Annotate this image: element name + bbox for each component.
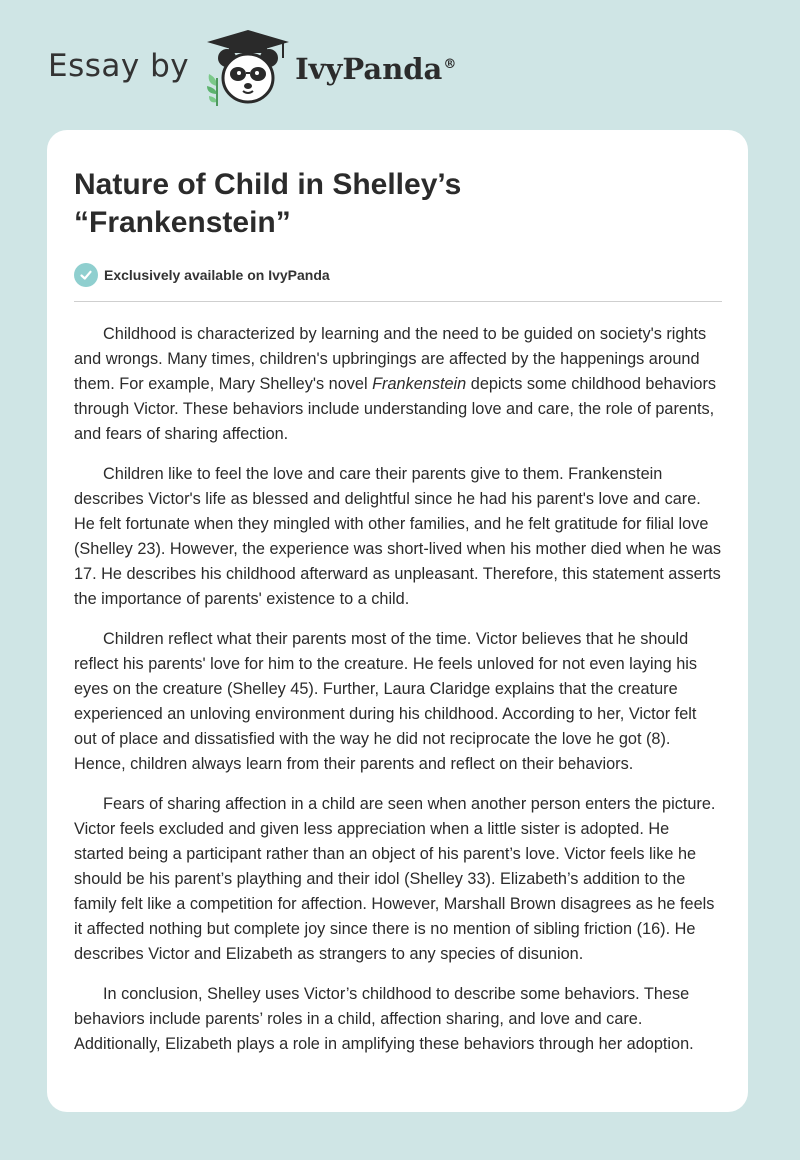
panda-graduate-icon <box>203 28 293 108</box>
paragraph-text: depicts some childhood behaviors through Victor. These behaviors include understanding love and care, the role of parents, and fears of sharing affection. <box>74 375 717 443</box>
brand-name: IvyPanda® <box>295 52 457 86</box>
essay-paragraph <box>74 322 722 447</box>
check-icon <box>74 263 98 287</box>
paragraph-text: Fears of sharing affection in a child are seen when another person enters the picture. Victor feels excluded and given less appreciation when a little sister is adopted. He started being a participant rather than an object of his parent’s love. Victor feels like he should be his parent’s plaything and their idol (Shelley 33). Elizabeth’s addition to the family felt like a competition for affection. However, Marshall Brown disagrees as he feels it affected nothing but complete joy since there is no mention of sibling friction (16). He describes Victor and Elizabeth as strangers to any species of disunion. <box>74 795 716 963</box>
divider <box>74 301 722 302</box>
essay-paragraph <box>74 627 722 777</box>
essay-body <box>74 322 722 1057</box>
essay-card <box>47 130 748 1112</box>
exclusive-badge <box>74 262 722 288</box>
essay-paragraph <box>74 792 722 967</box>
paragraph-text: Childhood is characterized by learning and the need to be guided on society's rights and wrongs. Many times, children's upbringings are affected by the happenings around them. For example, Mary Shelley's novel <box>74 325 707 393</box>
essay-by-label: Essay by <box>48 48 190 84</box>
paragraph-text: Children reflect what their parents most of the time. Victor believes that he should reflect his parents' love for him to the creature. He feels unloved for not even laying his eyes on the creature (Shelley 45). Further, Laura Claridge explains that the creature experienced an unloving environment during his childhood. According to her, Victor felt out of place and dissatisfied with the way he did not reciprocate the love he got (8). Hence, children always learn from their parents and reflect on their behaviors. <box>74 630 698 773</box>
trademark-symbol: ® <box>443 57 457 73</box>
essay-paragraph <box>74 982 722 1057</box>
badge-text: Exclusively available on IvyPanda <box>104 267 330 283</box>
book-title-italic: Frankenstein <box>372 375 467 393</box>
essay-title: Nature of Child in Shelley’s “Frankenstein” <box>74 168 462 239</box>
site-header <box>48 28 456 108</box>
paragraph-text: In conclusion, Shelley uses Victor’s childhood to describe some behaviors. These behaviors include parents’ roles in a child, affection sharing, and love and care. Additionally, Elizabeth plays a role in amplifying these behaviors through her adoption. <box>74 985 694 1053</box>
paragraph-text: Children like to feel the love and care their parents give to them. Frankenstein describes Victor's life as blessed and delightful since he had his parent's love and care. He felt fortunate when they mingled with other families, and he felt gratitude for filial love (Shelley 23). However, the experience was short-lived when his mother died when he was 17. He describes his childhood afterward as unpleasant. Therefore, this statement asserts the importance of parents' existence to a child. <box>74 465 722 608</box>
essay-paragraph <box>74 462 722 612</box>
